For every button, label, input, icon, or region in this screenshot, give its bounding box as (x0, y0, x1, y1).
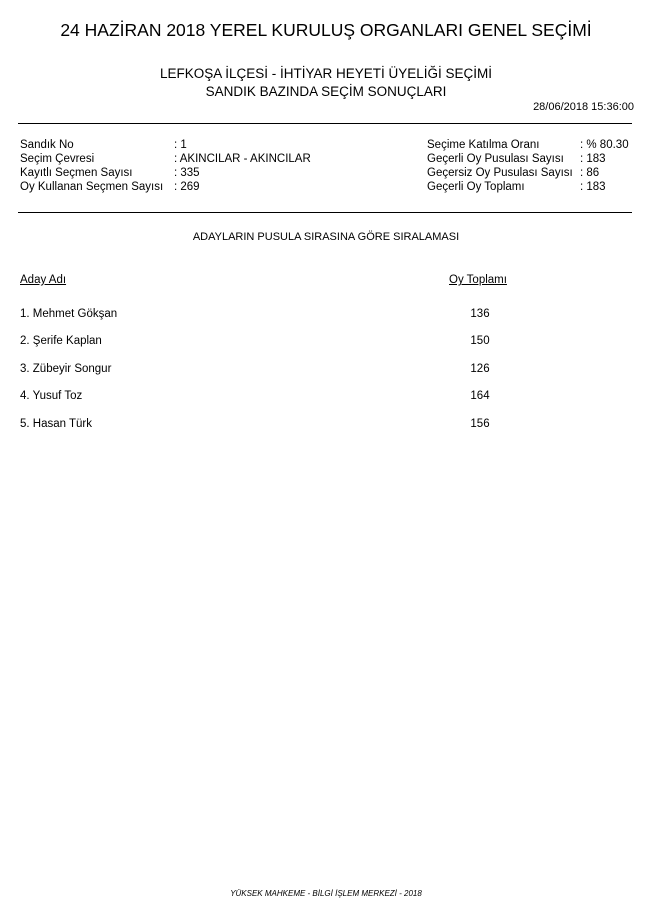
candidate-name: 2. Şerife Kaplan (20, 335, 102, 347)
candidate-name: 5. Hasan Türk (20, 418, 93, 430)
info-value-registered-voters: : 335 (174, 167, 200, 179)
info-label-valid-vote-total: Geçerli Oy Toplamı (427, 181, 525, 193)
page-footer: YÜKSEK MAHKEME - BİLGİ İŞLEM MERKEZİ - 2018 (230, 889, 422, 898)
column-header-votes: Oy Toplamı (449, 274, 507, 286)
info-value-valid-vote-total: : 183 (580, 181, 606, 193)
info-value-invalid-ballots: : 86 (580, 167, 600, 179)
info-value-turnout-rate: : % 80.30 (580, 139, 629, 151)
candidate-name: 4. Yusuf Toz (20, 390, 83, 402)
report-subtitle-results: SANDIK BAZINDA SEÇİM SONUÇLARI (205, 84, 447, 99)
column-header-candidate: Aday Adı (20, 274, 67, 286)
candidate-name: 1. Mehmet Gökşan (20, 308, 118, 320)
candidate-votes: 164 (470, 390, 490, 402)
report-subtitle-district: LEFKOŞA İLÇESİ - İHTİYAR HEYETİ ÜYELİĞİ SEÇİMİ (159, 66, 493, 81)
report-title: 24 HAZİRAN 2018 YEREL KURULUŞ ORGANLARI GENEL SEÇİMİ (60, 20, 592, 40)
info-divider (18, 212, 632, 213)
candidate-name: 3. Zübeyir Songur (20, 363, 112, 375)
info-label-turnout-rate: Seçime Katılma Oranı (427, 139, 540, 151)
info-value-election-district: : AKINCILAR - AKINCILAR (174, 153, 311, 165)
candidate-votes: 156 (470, 418, 490, 430)
candidate-votes: 126 (470, 363, 490, 375)
info-label-ballot-box-no: Sandık No (20, 139, 74, 151)
info-label-registered-voters: Kayıtlı Seçmen Sayısı (20, 167, 133, 179)
report-timestamp: 28/06/2018 15:36:00 (533, 101, 634, 113)
info-value-ballot-box-no: : 1 (174, 139, 187, 151)
top-divider (18, 123, 632, 124)
candidate-votes: 136 (470, 308, 490, 320)
info-label-election-district: Seçim Çevresi (20, 153, 95, 165)
info-value-valid-ballots: : 183 (580, 153, 606, 165)
info-label-invalid-ballots: Geçersiz Oy Pusulası Sayısı (427, 167, 573, 179)
info-label-voters-cast: Oy Kullanan Seçmen Sayısı (20, 181, 164, 193)
section-title: ADAYLARIN PUSULA SIRASINA GÖRE SIRALAMASI (192, 231, 460, 243)
info-value-voters-cast: : 269 (174, 181, 200, 193)
candidate-votes: 150 (470, 335, 490, 347)
info-label-valid-ballots: Geçerli Oy Pusulası Sayısı (427, 153, 564, 165)
